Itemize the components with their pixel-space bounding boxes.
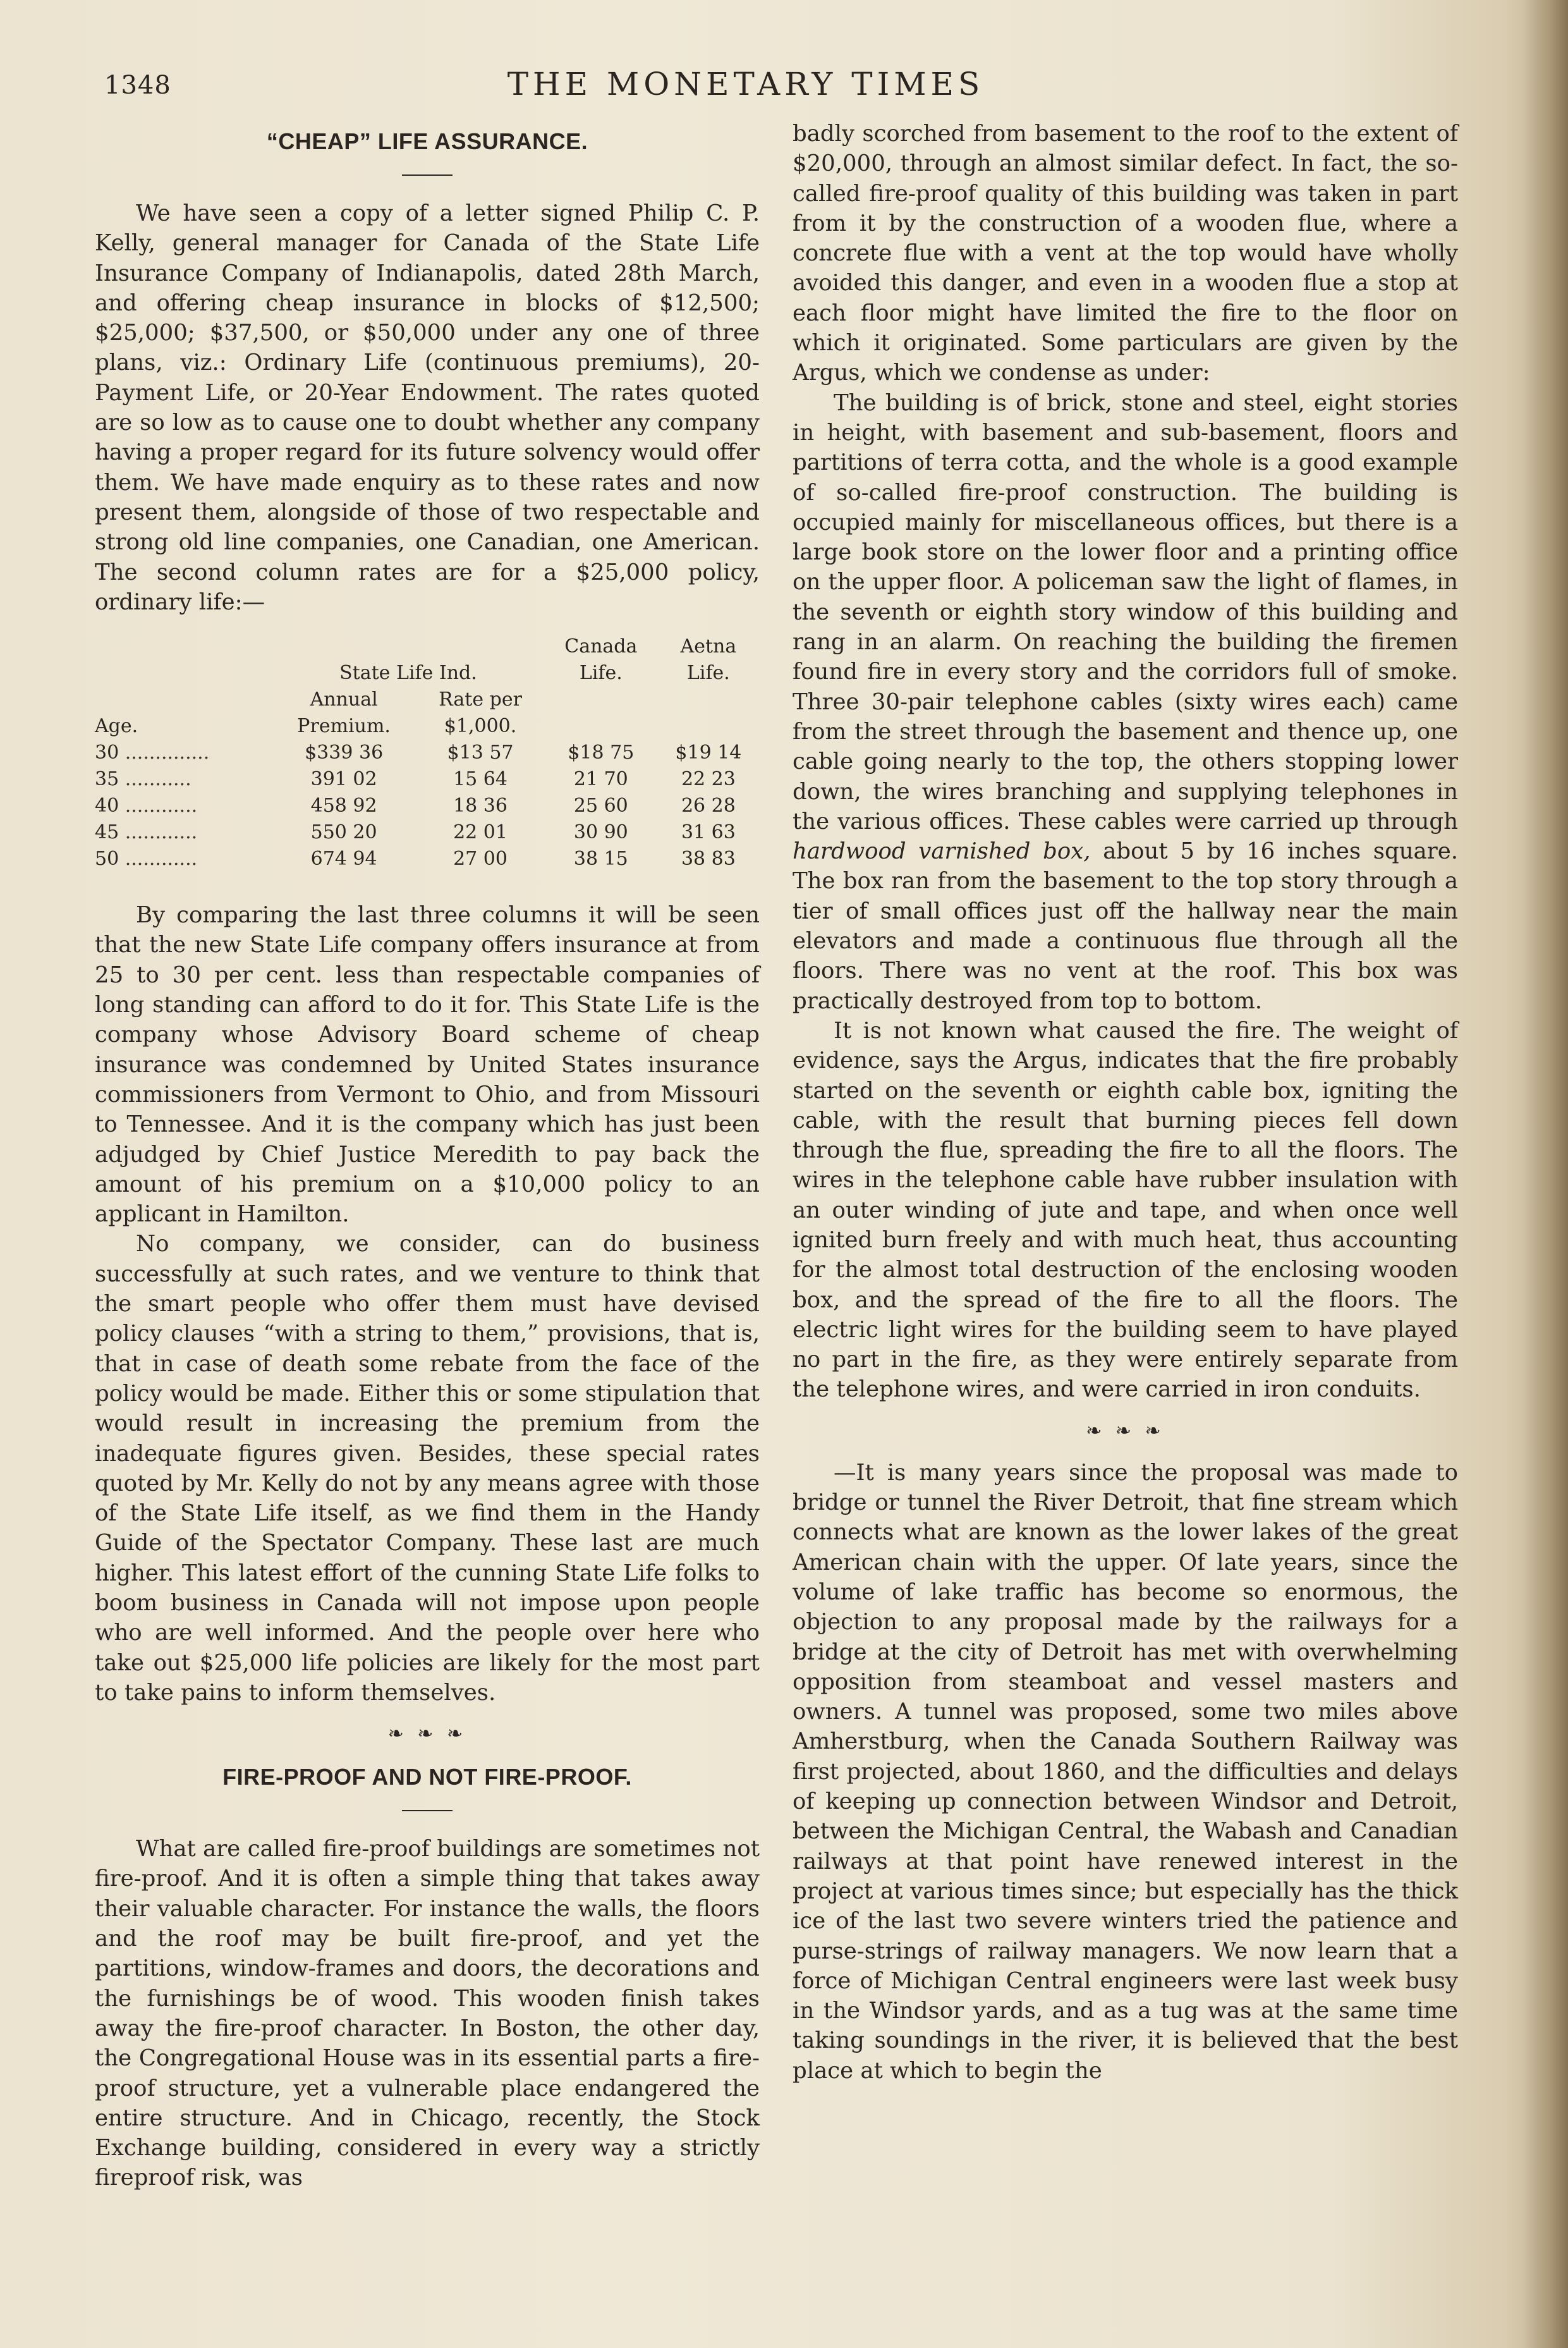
table-row: 40 ............ 458 92 18 36 25 60 26 28	[95, 795, 736, 817]
article-paragraph: By comparing the last three columns it will be seen that the new State Life company offers insurance at from 25 to 30 per cent. less than respectable companies of long standing can afford to do it for. This State Life is the company whose Advisory Board scheme of cheap insurance was condemned by United States insurance commissioners from Vermont to Ohio, and from Missouri to Tennessee. And it is the company which has just been adjudged by Chief Justice Meredith to pay back the amount of his premium on a $10,000 policy to an applicant in Hamilton.	[95, 902, 760, 1228]
title-rule	[402, 1810, 453, 1811]
article-paragraph: What are called fire-proof buildings are sometimes not fire-proof. And it is often a simple thing that takes away their valuable character. For instance the walls, the floors and the roof may be built fire-proof, and yet the partitions, window-frames and doors, the decorations and the furnishings be of wood. This wooden finish takes away the fire-proof character. In Boston, the other day, the Congregational House was in its essential parts a fire-proof structure, yet a vulnerable place endangered the entire structure. And in Chicago, recently, the Stock Exchange building, considered in every way a strictly fireproof risk, was	[95, 1836, 760, 2191]
header-state-life: State Life Ind.	[339, 662, 477, 685]
article-title-cheap-life-assurance: “CHEAP” LIFE ASSURANCE.	[266, 128, 588, 154]
header-age: Age.	[95, 715, 138, 738]
emphasis-text: hardwood varnished box,	[793, 838, 1091, 865]
right-column	[793, 119, 1458, 2086]
table-row: 45 ............ 550 20 22 01 30 90 31 63	[95, 821, 736, 844]
section-separator: ❧ ❧ ❧	[387, 1723, 467, 1746]
left-column	[95, 119, 760, 2193]
table-header-row	[95, 713, 760, 740]
header-per-thousand: $1,000.	[444, 715, 517, 738]
article-paragraph: —It is many years since the proposal was made to bridge or tunnel the River Detroit, that fine stream which connects what are known as the lower lakes of the great American chain with the upper. Of late years, since the volume of lake traffic has become so enormous, the objection to any proposal made by the railways for a bridge at the city of Detroit has met with overwhelming opposition from steamboat and vessel masters and owners. A tunnel was proposed, some two miles above Amherstburg, when the Canada Southern Railway was first projected, about 1860, and the difficulties and delays of keeping up connection between Windsor and Detroit, between the Michigan Central, the Wabash and Canadian railways at that point have renewed interest in the project at various times since; but especially has the thick ice of the last two severe winters tried the patience and purse-strings of railway managers. We now learn that a force of Michigan Central engineers were last week busy in the Windsor yards, and as a tug was at the same time taking soundings in the river, it is believed that the best place at which to begin the	[793, 1459, 1458, 2084]
header-annual: Annual	[310, 688, 378, 711]
table-header-row	[95, 687, 760, 713]
article-paragraph: The building is of brick, stone and steel, eight stories in height, with basement and sub-basement, floors and partitions of terra cotta, and the whole is a good example of so-called fire-proof construction. The building is occupied mainly for miscellaneous offices, but there is a large book store on the lower floor and a printing office on the upper floor. A policeman saw the light of flames, in the seventh or eighth story window of this building and rang in an alarm. On reaching the building the firemen found fire in every story and the corridors full of smoke. Three 30-pair telephone cables (sixty wires each) came from the street through the basement and thence up, one cable going nearly to the top, the others stopping lower down, the wires branching and supplying telephones in the various offices. These cables were carried up through hardwood varnished box, about 5 by 16 inches square. The box ran from the basement to the top story through a tier of small offices just off the hallway near the main elevators and made a continuous flue through all the floors. There was no vent at the roof. This box was practically destroyed from top to bottom.	[793, 389, 1458, 1014]
article-paragraph: badly scorched from basement to the roof to the extent of $20,000, through an almost similar defect. In fact, the so-called fire-proof quality of this building was taken in part from it by the construction of a wooden flue, where a concrete flue with a vent at the top would have wholly avoided this danger, and even in a wooden flue a stop at each floor might have limited the fire to the floor on which it originated. Some particulars are given by the Argus, which we condense as under:	[793, 121, 1458, 386]
page-binding-shadow	[1524, 0, 1568, 2348]
rates-table	[95, 633, 760, 872]
table-header-row	[95, 660, 760, 687]
section-separator: ❧ ❧ ❧	[1086, 1419, 1165, 1442]
header-canada: Canada	[564, 635, 638, 658]
table-header-row	[95, 633, 760, 660]
table-row: 50 ............ 674 94 27 00 38 15 38 83	[95, 848, 736, 871]
article-paragraph: It is not known what caused the fire. The weight of evidence, says the Argus, indicates that the fire probably started on the seventh or eighth cable box, igniting the cable, with the result that burning pieces fell down through the flue, spreading the fire to all the floors. The wires in the telephone cable have rubber insulation with an outer winding of jute and tape, and when once well ignited burn freely and with much heat, thus accounting for the almost total destruction of the enclosing wooden box, and the spread of the fire to all the floors. The electric light wires for the building seem to have played no part in the fire, as they were entirely separate from the telephone wires, and were carried in iron conduits.	[793, 1017, 1458, 1403]
header-aetna: Aetna	[680, 635, 737, 658]
header-canada-life: Life.	[579, 662, 623, 685]
table-row: 30 .............. $339 36 $13 57 $18 75 $19 14	[95, 742, 742, 764]
article-paragraph: We have seen a copy of a letter signed Philip C. P. Kelly, general manager for Canada of the State Life Insurance Company of Indianapolis, dated 28th March, and offering cheap insurance in blocks of $12,500; $25,000; $37,500, or $50,000 under any one of three plans, viz.: Ordinary Life (continuous premiums), 20-Payment Life, or 20-Year Endowment. The rates quoted are so low as to cause one to doubt whether any company having a proper regard for its future solvency would offer them. We have made enquiry as to these rates and now present them, alongside of those of two respectable and strong old line companies, one Canadian, one American. The second column rates are for a $25,000 policy, ordinary life:—	[95, 200, 760, 615]
publication-title: THE MONETARY TIMES	[507, 66, 985, 102]
table-row: 35 ........... 391 02 15 64 21 70 22 23	[95, 768, 736, 791]
article-title-fire-proof: FIRE-PROOF AND NOT FIRE-PROOF.	[222, 1764, 632, 1790]
header-rate-per: Rate per	[439, 688, 522, 711]
header-premium: Premium.	[297, 715, 391, 738]
header-aetna-life: Life.	[686, 662, 730, 685]
article-paragraph: No company, we consider, can do business successfully at such rates, and we venture to think that the smart people who offer them must have devised policy clauses “with a string to them,” provisions, that is, that in case of death some rebate from the face of the policy would be made. Either this or some stipulation that would result in increasing the premium from the inadequate figures given. Besides, these special rates quoted by Mr. Kelly do not by any means agree with those of the State Life itself, as we find them in the Handy Guide of the Spectator Company. These last are much higher. This latest effort of the cunning State Life folks to boom business in Canada will not impose upon people who are well informed. And the people over here who take out $25,000 life policies are likely for the most part to take pains to inform themselves.	[95, 1231, 760, 1706]
page-number: 1348	[104, 71, 171, 100]
title-rule	[402, 174, 453, 176]
